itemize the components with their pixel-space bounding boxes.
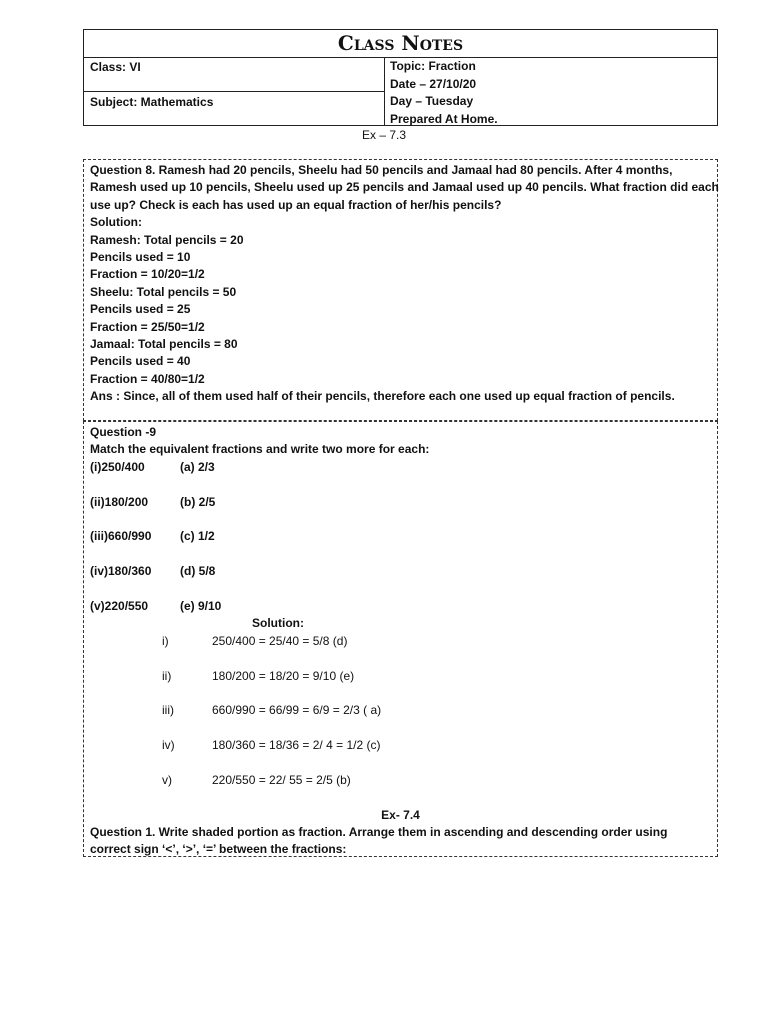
match-right: (a) 2/3 [180, 459, 215, 474]
page-title: Class Notes [84, 30, 717, 58]
header-table [83, 29, 718, 126]
q8-line: Pencils used = 25 [90, 302, 191, 317]
question-8-box [83, 159, 718, 421]
q8-line: Pencils used = 10 [90, 250, 191, 265]
q8-line: Ramesh used up 10 pencils, Sheelu used up 25 pencils and Jamaal used up 40 pencils. What fraction did each [90, 180, 719, 195]
q8-line: Sheelu: Total pencils = 50 [90, 284, 237, 299]
question-9-box [83, 421, 718, 857]
q9-title: Question -9 [90, 425, 157, 439]
q8-line: Fraction = 40/80=1/2 [90, 371, 205, 386]
q9-solution-label: Solution: [252, 616, 304, 631]
step-equation: 220/550 = 22/ 55 = 2/5 (b) [212, 772, 351, 787]
q8-answer: Ans : Since, all of them used half of their pencils, therefore each one used up equal fraction of pencils. [90, 389, 675, 404]
match-pair [90, 528, 711, 545]
match-left: (ii)180/200 [90, 494, 149, 509]
header-right-column [384, 57, 717, 125]
match-pair [90, 598, 711, 615]
step-equation: 250/400 = 25/40 = 5/8 (d) [212, 633, 348, 648]
match-left: (v)220/550 [90, 598, 149, 613]
q8-line: Fraction = 25/50=1/2 [90, 319, 205, 334]
match-right: (e) 9/10 [180, 598, 222, 613]
header-left-column [84, 57, 385, 125]
match-left: (i)250/400 [90, 459, 145, 474]
step-number: ii) [162, 668, 172, 683]
q1-line: Question 1. Write shaded portion as fraction. Arrange them in ascending and descending order using [90, 825, 668, 840]
class-label: Class: VI [90, 60, 141, 74]
solution-step [90, 772, 711, 789]
match-pair [90, 563, 711, 580]
subject-cell [84, 92, 384, 125]
q8-line: Pencils used = 40 [90, 354, 191, 369]
date-label: Date – 27/10/20 [390, 76, 477, 91]
subject-label: Subject: Mathematics [90, 95, 214, 109]
step-number: iv) [162, 738, 175, 753]
q1-line: correct sign ‘<’, ‘>’, ‘=’ between the fractions: [90, 842, 347, 857]
q9-prompt: Match the equivalent fractions and write two more for each: [90, 442, 430, 457]
match-right: (b) 2/5 [180, 494, 216, 509]
step-number: i) [162, 633, 169, 648]
match-left: (iii)660/990 [90, 529, 152, 544]
solution-step [90, 737, 711, 754]
match-left: (iv)180/360 [90, 564, 152, 579]
solution-step [90, 668, 711, 685]
solution-step [90, 633, 711, 650]
topic-label: Topic: Fraction [390, 59, 476, 73]
step-equation: 180/360 = 18/36 = 2/ 4 = 1/2 (c) [212, 738, 381, 753]
q8-line: Jamaal: Total pencils = 80 [90, 337, 238, 352]
day-label: Day – Tuesday [390, 94, 474, 108]
q8-line: Solution: [90, 215, 142, 230]
step-number: iii) [162, 703, 174, 718]
exercise-7-3-heading: Ex – 7.3 [361, 128, 407, 142]
match-right: (c) 1/2 [180, 529, 215, 544]
q8-line: Fraction = 10/20=1/2 [90, 267, 205, 282]
exercise-7-4-heading: Ex- 7.4 [381, 807, 420, 822]
q8-line: use up? Check is each has used up an equal fraction of her/his pencils? [90, 197, 502, 212]
match-right: (d) 5/8 [180, 564, 216, 579]
step-equation: 180/200 = 18/20 = 9/10 (e) [212, 668, 355, 683]
step-equation: 660/990 = 66/99 = 6/9 = 2/3 ( a) [212, 703, 382, 718]
step-number: v) [162, 772, 172, 787]
solution-step [90, 702, 711, 719]
class-cell [84, 57, 384, 92]
prepared-label: Prepared At Home. [390, 111, 498, 126]
match-pair [90, 459, 711, 476]
match-pair [90, 494, 711, 511]
q8-line: Question 8. Ramesh had 20 pencils, Sheelu had 50 pencils and Jamaal had 80 pencils. After 4 months, [90, 163, 673, 177]
q8-line: Ramesh: Total pencils = 20 [90, 232, 244, 247]
